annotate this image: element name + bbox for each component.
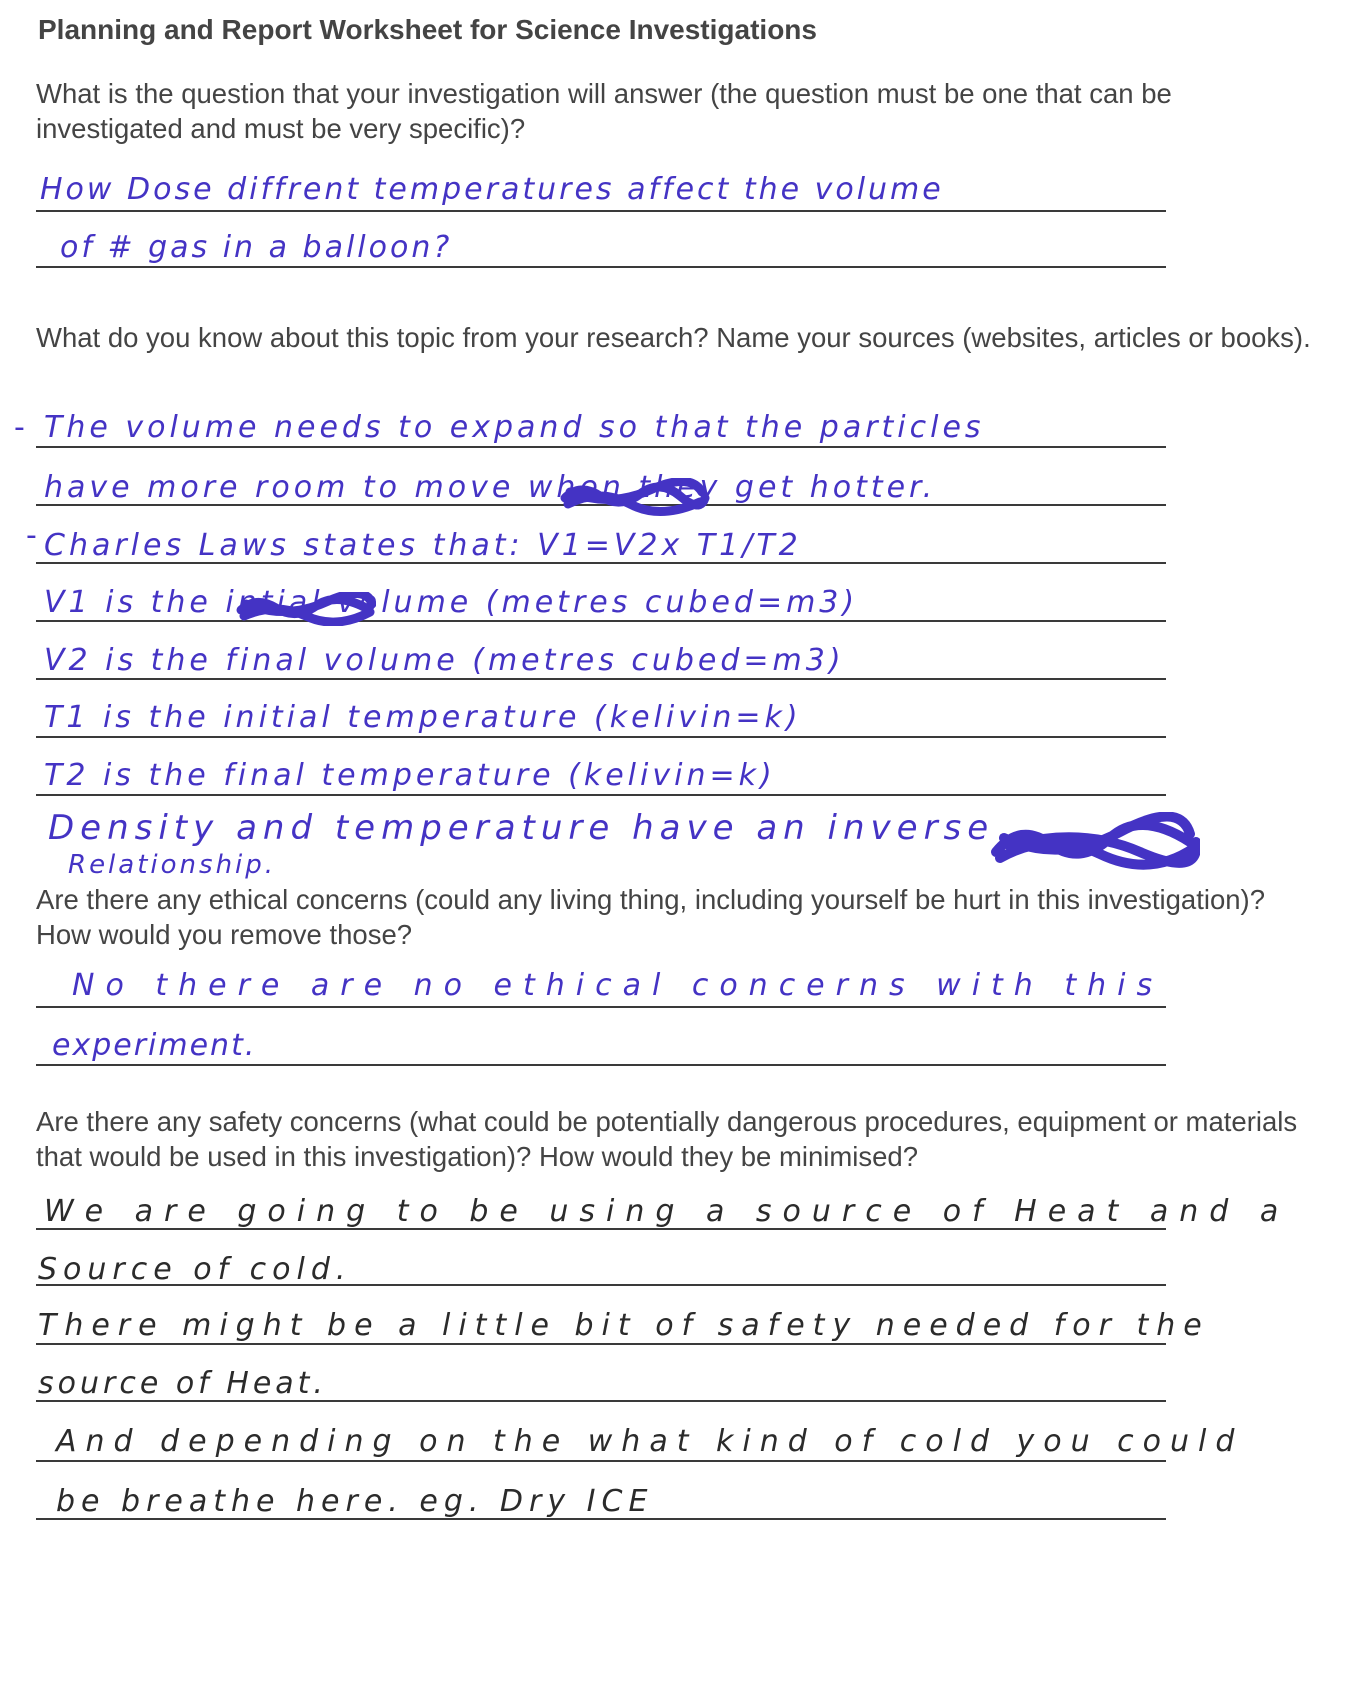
worksheet-title: Planning and Report Worksheet for Science Investigations <box>38 14 817 45</box>
answer-line <box>36 266 1166 268</box>
handwritten-answer: Density and temperature have an inverse <box>48 808 995 848</box>
question-prompt: What is the question that your investigation will answer (the question must be one that can be investigated and must be very specific)? <box>36 78 1172 144</box>
handwritten-answer: V1 is the intial volume (metres cubed=m3) <box>44 585 859 620</box>
handwritten-answer: Source of cold. <box>38 1252 352 1287</box>
handwritten-answer: We are going to be using a source of Heat and a <box>44 1194 1290 1229</box>
dash-mark: - <box>14 410 25 445</box>
handwritten-answer: And depending on the what kind of cold you could <box>56 1424 1244 1459</box>
answer-line <box>36 794 1166 796</box>
handwritten-answer: No there are no ethical concerns with this <box>72 968 1164 1003</box>
answer-line <box>36 446 1166 448</box>
scribble-mark <box>236 592 376 626</box>
handwritten-answer: There might be a little bit of safety needed for the <box>38 1308 1210 1343</box>
handwritten-answer: of # gas in a balloon? <box>60 230 453 265</box>
handwritten-answer: Charles Laws states that: V1=V2x T1/T2 <box>44 528 802 563</box>
answer-line <box>36 736 1166 738</box>
answer-line <box>36 1006 1166 1008</box>
answer-line <box>36 1064 1166 1066</box>
question-prompt: What do you know about this topic from your research? Name your sources (websites, articles or books). <box>36 322 1311 353</box>
handwritten-answer: T2 is the final temperature (kelivin=k) <box>44 758 776 793</box>
handwritten-answer: be breathe here. eg. Dry ICE <box>56 1484 654 1519</box>
answer-line <box>36 1343 1166 1345</box>
handwritten-answer: have more room to move when they get hotter. <box>44 470 937 505</box>
handwritten-answer: Relationship. <box>68 850 277 880</box>
question-prompt: Are there any ethical concerns (could any living thing, including yourself be hurt in this investigation)? How would you remove those? <box>36 884 1266 950</box>
scribble-mark <box>560 478 710 518</box>
answer-line <box>36 678 1166 680</box>
handwritten-answer: How Dose diffrent temperatures affect the volume <box>40 172 944 207</box>
handwritten-answer: T1 is the initial temperature (kelivin=k) <box>44 700 802 735</box>
dash-mark: - <box>26 518 37 553</box>
handwritten-answer: experiment. <box>52 1028 257 1063</box>
answer-line <box>36 620 1166 622</box>
handwritten-answer: V2 is the final volume (metres cubed=m3) <box>44 643 845 678</box>
handwritten-answer: The volume needs to expand so that the particles <box>44 410 985 445</box>
answer-line <box>36 210 1166 212</box>
answer-line <box>36 1460 1166 1462</box>
question-prompt: Are there any safety concerns (what could be potentially dangerous procedures, equipment or materials that would be used in this investigation)? How would they be minimised? <box>36 1106 1298 1172</box>
handwritten-answer: source of Heat. <box>38 1366 327 1401</box>
scribble-mark <box>990 812 1200 872</box>
